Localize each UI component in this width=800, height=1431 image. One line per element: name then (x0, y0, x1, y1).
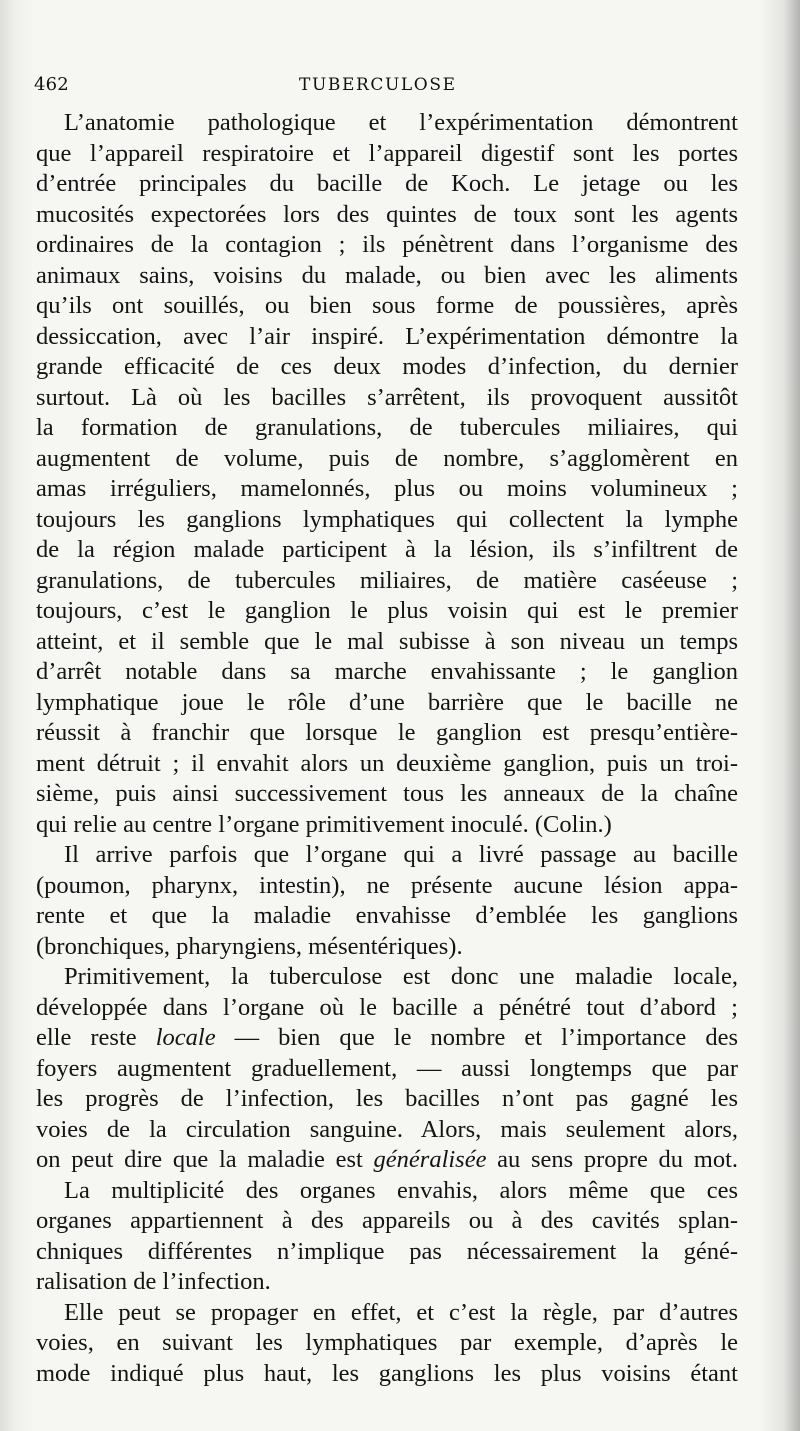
text-line-with-italic: on peut dire que la maladie est généralisée au sens propre du mot. (36, 1146, 738, 1173)
text-line: L’anatomie pathologique et l’expérimentation démontrent (64, 109, 738, 136)
text-line: de la région malade participent à la lésion, ils s’infiltrent de (36, 536, 738, 563)
text-line: qu’ils ont souillés, ou bien sous forme de poussières, après (36, 292, 738, 319)
text-line: d’arrêt notable dans sa marche envahissante ; le ganglion (36, 658, 738, 685)
text-line: ralisation de l’infection. (36, 1268, 271, 1295)
text-line: chniques différentes n’implique pas nécessairement la géné- (36, 1237, 738, 1265)
italic-term: généralisée (373, 1146, 487, 1173)
text-line: (poumon, pharynx, intestin), ne présente aucune lésion appa- (36, 871, 738, 899)
text-line: voies de la circulation sanguine. Alors, mais seulement alors, (36, 1115, 738, 1143)
text-line: atteint, et il semble que le mal subisse à son niveau un temps (36, 627, 738, 655)
text-line: ment détruit ; il envahit alors un deuxième ganglion, puis un troi- (36, 749, 738, 777)
text-line: mucosités expectorées lors des quintes de toux sont les agents (36, 200, 738, 228)
text-line: mode indiqué plus haut, les ganglions les plus voisins étant (36, 1359, 738, 1387)
page-title: TUBERCULOSE (299, 75, 457, 95)
text-line: Primitivement, la tuberculose est donc une maladie locale, (64, 963, 738, 990)
text-line: foyers augmentent graduellement, — aussi longtemps que par (36, 1054, 738, 1082)
text-line: Elle peut se propager en effet, et c’est la règle, par d’autres (64, 1298, 738, 1326)
page-number: 462 (34, 74, 69, 95)
text-line: voies, en suivant les lymphatiques par exemple, d’après le (36, 1329, 738, 1356)
text-line: granulations, de tubercules miliaires, de matière caséeuse ; (36, 566, 738, 594)
text-line: animaux sains, voisins du malade, ou bien avec les aliments (36, 261, 738, 289)
text-line: lymphatique joue le rôle d’une barrière que le bacille ne (36, 688, 738, 716)
text-line: que l’appareil respiratoire et l’appareil digestif sont les portes (36, 139, 738, 167)
text-line: surtout. Là où les bacilles s’arrêtent, ils provoquent aussitôt (36, 383, 738, 411)
text-line: (bronchiques, pharyngiens, mésentériques). (36, 932, 463, 960)
text-line: rente et que la maladie envahisse d’emblée les ganglions (36, 902, 738, 929)
text-line: toujours les ganglions lymphatiques qui collectent la lymphe (36, 505, 738, 533)
text-line: amas irréguliers, mamelonnés, plus ou moins volumineux ; (36, 475, 738, 502)
text-line: augmentent de volume, puis de nombre, s’agglomèrent en (36, 444, 738, 472)
text-line: qui relie au centre l’organe primitivement inoculé. (Colin.) (36, 810, 612, 838)
running-head (34, 72, 734, 98)
italic-term: locale (155, 1024, 216, 1051)
text-line-with-italic: elle reste locale — bien que le nombre et l’importance des (36, 1024, 738, 1051)
text-line: La multiplicité des organes envahis, alors même que ces (64, 1176, 738, 1204)
body-text (36, 108, 738, 1389)
text-line: dessiccation, avec l’air inspiré. L’expérimentation démontre la (36, 322, 738, 350)
text-line: développée dans l’organe où le bacille a pénétré tout d’abord ; (36, 993, 738, 1021)
text-line: les progrès de l’infection, les bacilles n’ont pas gagné les (36, 1085, 738, 1112)
text-line: réussit à franchir que lorsque le ganglion est presqu’entière- (36, 719, 738, 746)
text-line: organes appartiennent à des appareils ou à des cavités splan- (36, 1207, 738, 1234)
text-line: d’entrée principales du bacille de Koch. Le jetage ou les (36, 170, 738, 197)
text-line: la formation de granulations, de tubercules miliaires, qui (36, 414, 738, 441)
text-line: Il arrive parfois que l’organe qui a livré passage au bacille (64, 841, 738, 868)
text-line: ordinaires de la contagion ; ils pénètrent dans l’organisme des (36, 231, 738, 258)
text-line: toujours, c’est le ganglion le plus voisin qui est le premier (36, 597, 738, 624)
text-line: grande efficacité de ces deux modes d’infection, du dernier (36, 353, 738, 380)
text-line: sième, puis ainsi successivement tous les anneaux de la chaîne (36, 780, 738, 807)
